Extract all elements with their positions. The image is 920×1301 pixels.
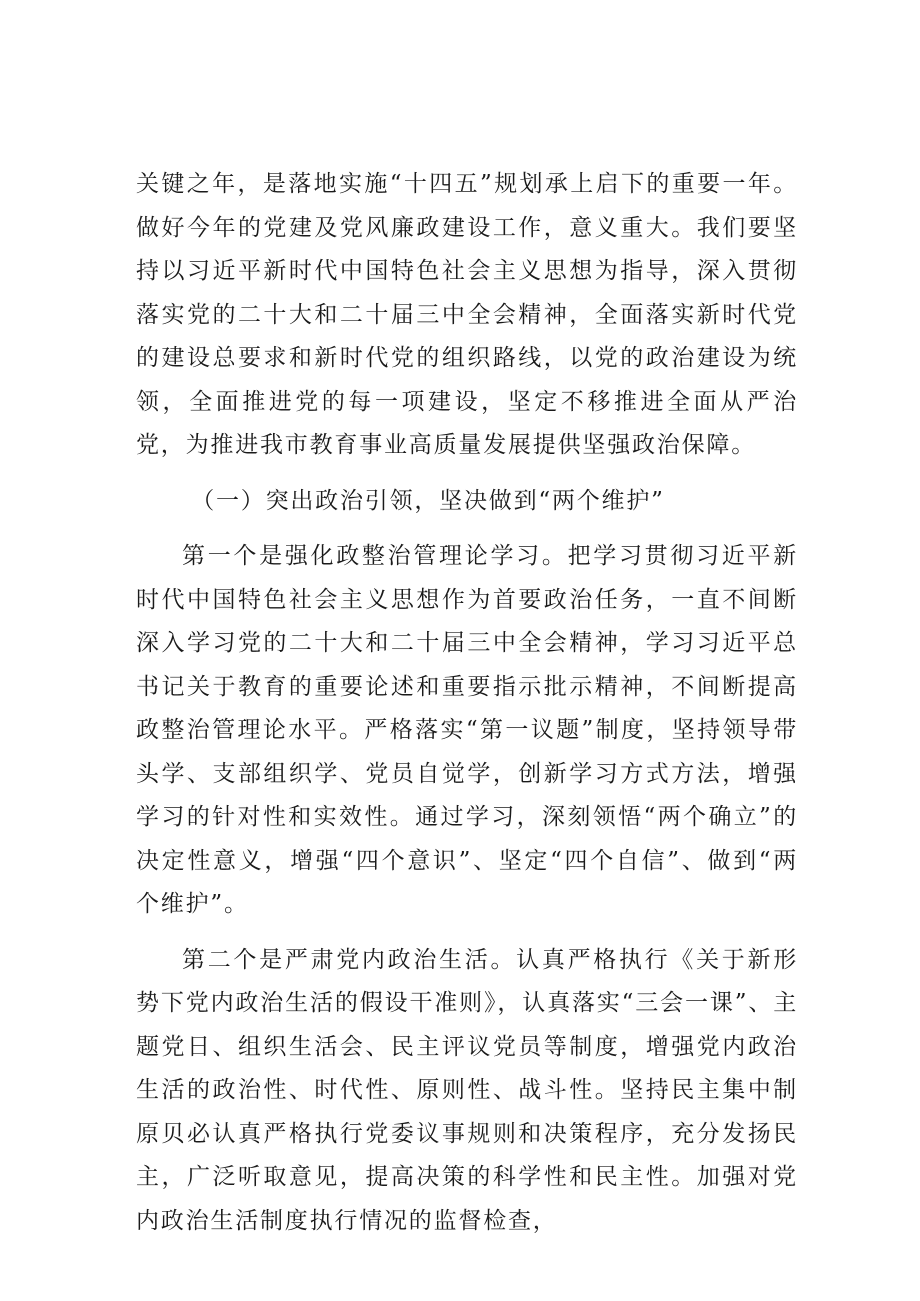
document-body — [136, 163, 798, 1243]
paragraph-theory-study: 第一个是强化政整治管理论学习。把学习贯彻习近平新时代中国特色社会主义思想作为首要政治任务，一直不间断深入学习党的二十大和二十届三中全会精神，学习习近平总书记关于教育的重要论述和重要指示批示精神，不间断提高政整治管理论水平。严格落实“第一议题”制度，坚持领导带头学、支部组织学、党员自觉学，创新学习方式方法，增强学习的针对性和实效性。通过学习，深刻领悟“两个确立”的决定性意义，增强“四个意识”、坚定“四个自信”、做到“两个维护”。 — [136, 543, 798, 917]
paragraph-political-life: 第二个是严肃党内政治生活。认真严格执行《关于新形势下党内政治生活的假设干准则》，认真落实“三会一课”、主题党日、组织生活会、民主评议党员等制度，增强党内政治生活的政治性、时代性、原则性、战斗性。坚持民主集中制原贝必认真严格执行党委议事规则和决策程序，充分发扬民主，广泛听取意见，提高决策的科学性和民主性。加强对党内政治生活制度执行情况的监督检查， — [136, 946, 798, 1234]
paragraph-intro: 关键之年，是落地实施“十四五”规划承上启下的重要一年。做好今年的党建及党风廉政建设工作，意义重大。我们要坚持以习近平新时代中国特色社会主义思想为指导，深入贯彻落实党的二十大和二十届三中全会精神，全面落实新时代党的建设总要求和新时代党的组织路线，以党的政治建设为统领，全面推进党的每一项建设，坚定不移推进全面从严治党，为推进我市教育事业高质量发展提供坚强政治保障。 — [136, 171, 798, 458]
section-heading: （一）突出政治引领，坚决做到“两个维护” — [191, 487, 665, 514]
